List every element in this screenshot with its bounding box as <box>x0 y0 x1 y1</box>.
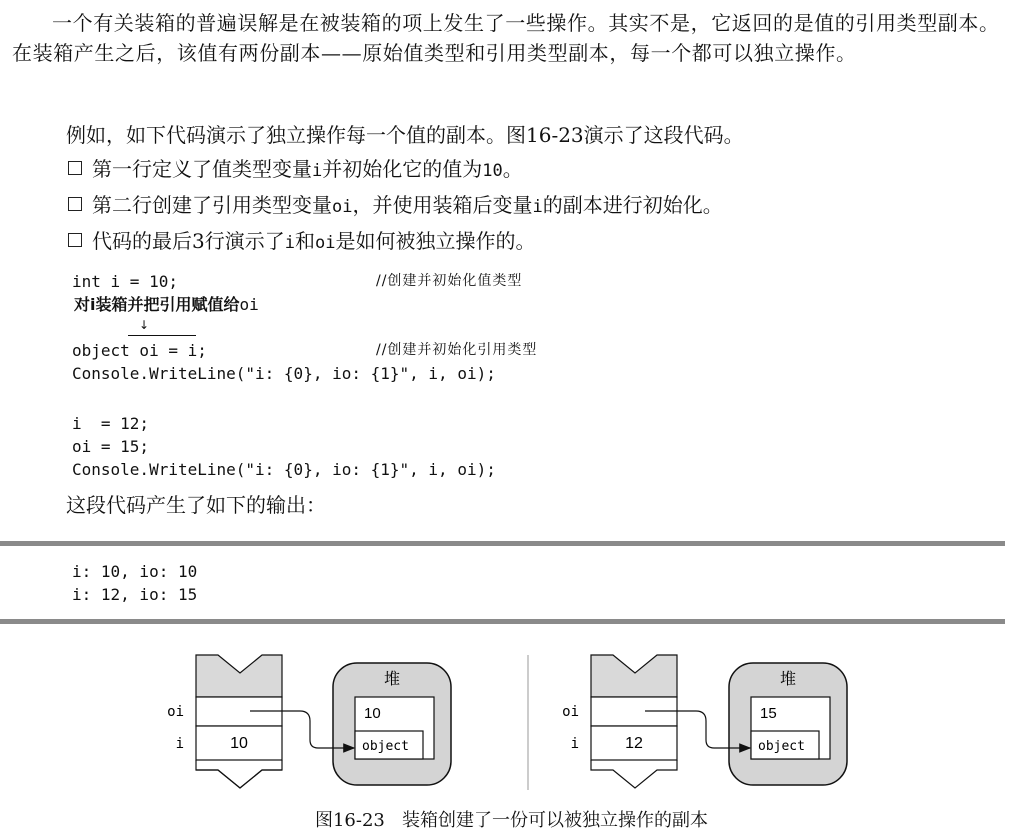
code-line: oi = 15; <box>72 437 150 456</box>
i-value: 10 <box>230 735 248 752</box>
code-line: int i = 10; <box>72 272 178 291</box>
heap-value: 15 <box>760 705 777 722</box>
paragraph-boxing-misconception: 一个有关装箱的普遍误解是在被装箱的项上发生了一些操作。其实不是，它返回的是值的引用类型副本。在装箱产生之后，该值有两份副本——原始值类型和引用类型副本，每一个都可以独立操作。 <box>12 11 1000 65</box>
i-value: 12 <box>625 735 643 752</box>
heap-label: 堆 <box>779 669 797 688</box>
output-bottom-rule <box>0 619 1005 624</box>
paragraph-example-intro: 例如，如下代码演示了独立操作每一个值的副本。图16-23演示了这段代码。 <box>66 123 744 147</box>
output-line: i: 12, io: 15 <box>72 585 198 604</box>
heap-label: 堆 <box>383 669 401 688</box>
oi-label: oi <box>562 704 579 720</box>
object-label: object <box>758 739 805 754</box>
output-top-rule <box>0 541 1005 546</box>
checkbox-bullet-icon <box>68 197 82 211</box>
code-comment: //创建并初始化引用类型 <box>376 342 538 358</box>
code-line: Console.WriteLine("i: {0}, io: {1}", i, oi); <box>72 460 496 479</box>
checkbox-bullet-icon <box>68 233 82 247</box>
left-diagram <box>167 655 451 788</box>
annotation-underline <box>128 335 196 336</box>
code-annotation: 对i装箱并把引用赋值给oi <box>74 295 259 314</box>
heap-value: 10 <box>364 705 381 722</box>
bullet-item: 第二行创建了引用类型变量oi，并使用装箱后变量i的副本进行初始化。 <box>68 190 723 222</box>
output-line: i: 10, io: 10 <box>72 562 198 581</box>
code-line: object oi = i; <box>72 341 207 360</box>
i-label: i <box>175 736 184 752</box>
i-label: i <box>570 736 579 752</box>
stack-frame <box>591 655 677 788</box>
oi-label: oi <box>167 704 184 720</box>
checkbox-bullet-icon <box>68 161 82 175</box>
code-line: i = 12; <box>72 414 150 433</box>
figure-caption <box>0 808 1023 834</box>
bullet-item: 代码的最后3行演示了i和oi是如何被独立操作的。 <box>68 226 535 258</box>
stack-frame <box>196 655 282 788</box>
caption-number: 图16-23 <box>314 810 385 831</box>
caption-text: 装箱创建了一份可以被独立操作的副本 <box>402 810 709 831</box>
right-diagram <box>562 655 847 788</box>
code-comment: //创建并初始化值类型 <box>376 273 523 289</box>
object-label: object <box>362 739 409 754</box>
code-line: Console.WriteLine("i: {0}, io: {1}", i, oi); <box>72 364 496 383</box>
bullet-item: 第一行定义了值类型变量i并初始化它的值为10。 <box>68 154 523 186</box>
paragraph-output-intro: 这段代码产生了如下的输出： <box>66 493 326 517</box>
down-arrow-icon: ↓ <box>139 318 150 332</box>
boxing-figure <box>0 640 1023 805</box>
